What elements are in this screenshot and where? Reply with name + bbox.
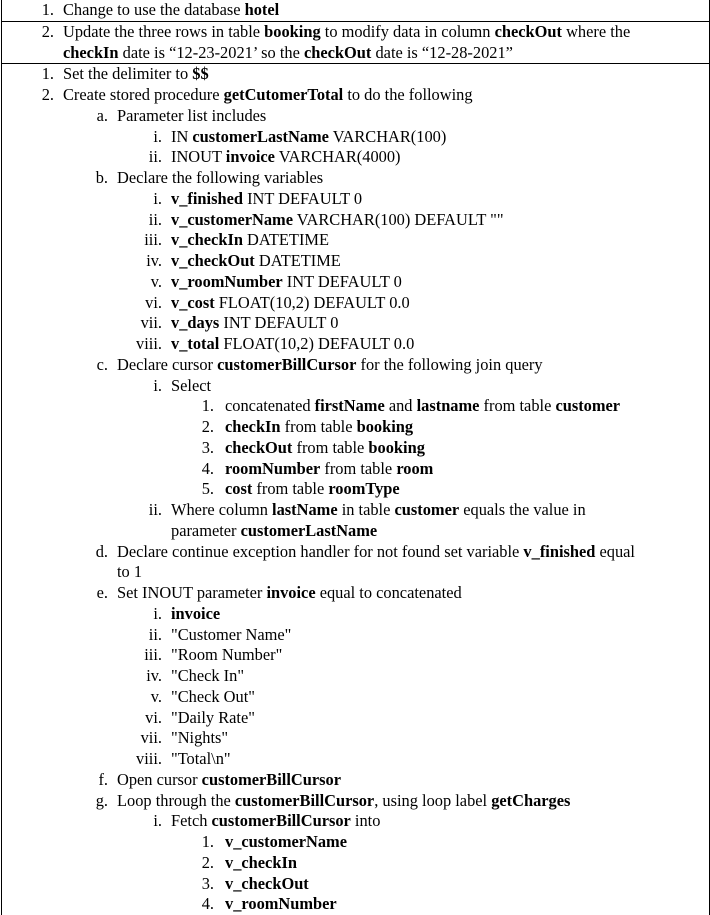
bold-term: customerBillCursor [201, 769, 341, 789]
list-item [2, 334, 709, 355]
list-item [2, 127, 709, 148]
bold-term: v_finished [523, 541, 596, 561]
list-item-text [171, 147, 401, 168]
bold-term: customerBillCursor [234, 790, 375, 810]
list-item-text [171, 604, 220, 625]
list-item [2, 293, 709, 314]
bold-term: v_days [171, 313, 220, 333]
list-item-number: e. [96, 583, 108, 602]
text-run: "Nights" [171, 728, 229, 748]
list-item-number: i. [153, 375, 162, 395]
text-run: to do the following [343, 85, 473, 104]
list-item [2, 251, 709, 272]
list-item-text [63, 22, 630, 43]
list-item-text [117, 168, 323, 189]
list-item-number: 4. [201, 894, 214, 914]
list-item [2, 874, 709, 895]
list-item-number: viii. [136, 749, 162, 768]
list-item-text [171, 313, 338, 334]
list-item-number: a. [96, 105, 108, 125]
list-item-number: 3. [201, 437, 214, 457]
list-item [2, 64, 709, 85]
text-run: equals the value in [459, 500, 586, 519]
list-item-number: 2. [41, 21, 54, 41]
list-item [2, 853, 709, 874]
list-item-text [171, 500, 586, 521]
text-run: Loop through the [117, 790, 235, 810]
list-item-number: iii. [144, 230, 162, 250]
text-run: Change to use the database [63, 0, 245, 19]
list-item [2, 438, 709, 459]
list-item-text [171, 272, 402, 293]
text-run: Open cursor [117, 769, 202, 789]
list-item-number: ii. [148, 209, 162, 229]
list-item-text [171, 728, 228, 749]
list-item-text [63, 85, 473, 106]
text-run: "Daily Rate" [171, 707, 255, 727]
list-item-continuation [2, 521, 709, 542]
list-item [2, 832, 709, 853]
text-run: "Customer Name" [171, 624, 292, 644]
list-item-text [117, 770, 341, 791]
bold-term: customerBillCursor [211, 811, 351, 831]
list-item [2, 604, 709, 625]
bold-term: checkOut [225, 437, 293, 457]
list-item-number: vi. [145, 292, 162, 312]
list-item [2, 708, 709, 729]
list-item [2, 459, 709, 480]
text-run: in table [337, 500, 395, 519]
bold-term: customerLastName [192, 126, 329, 146]
list-item-text [171, 687, 255, 708]
bold-term: v_total [171, 334, 220, 353]
list-item-text [117, 791, 570, 812]
list-item-text [225, 853, 297, 874]
text-run: Create stored procedure [63, 85, 224, 104]
list-item-text [171, 749, 231, 770]
text-run: Set the delimiter to [63, 64, 193, 84]
list-item [2, 542, 709, 563]
list-item [2, 666, 709, 687]
list-item [2, 210, 709, 231]
bold-term: customer [394, 500, 460, 519]
text-run: Update the three rows in table [63, 21, 265, 41]
text-run: INT DEFAULT 0 [219, 313, 339, 333]
list-item [2, 0, 709, 21]
list-item [2, 583, 709, 604]
bold-term: v_finished [171, 188, 243, 208]
bold-term: lastName [272, 500, 338, 519]
text-run: "Check In" [171, 666, 245, 685]
list-item-text [225, 459, 433, 480]
bold-term: invoice [266, 583, 316, 602]
text-run: IN [171, 126, 193, 146]
list-item-number: i. [153, 188, 162, 208]
text-run: Parameter list includes [117, 105, 267, 125]
bold-term: v_checkIn [171, 230, 243, 250]
list-item-text [171, 645, 282, 666]
list-item [2, 770, 709, 791]
list-item [2, 728, 709, 749]
bold-term: checkOut [494, 21, 562, 41]
list-item [2, 749, 709, 770]
text-run: Declare the following variables [117, 168, 324, 187]
text-run: FLOAT(10,2) DEFAULT 0.0 [214, 292, 410, 312]
text-run: VARCHAR(4000) [274, 147, 401, 167]
list-item [2, 811, 709, 832]
list-item-number: 2. [201, 417, 214, 436]
list-item-text [225, 417, 413, 438]
list-item-number: 1. [41, 64, 54, 84]
list-item-number: viii. [136, 334, 162, 353]
list-item-text [171, 189, 362, 210]
list-item [2, 500, 709, 521]
text-run: from table [479, 396, 556, 416]
list-item [2, 168, 709, 189]
text-run: "Check Out" [171, 686, 255, 706]
list-item-number: b. [95, 168, 108, 187]
text-run: from table [320, 458, 397, 478]
text-run: "Total\n" [171, 749, 231, 768]
list-item [2, 272, 709, 293]
list-item-text [171, 708, 255, 729]
list-item-text [171, 376, 211, 397]
list-item [2, 147, 709, 168]
text-run: to modify data in column [320, 21, 495, 41]
bold-term: lastname [416, 396, 480, 416]
list-item-number: iv. [146, 251, 162, 270]
bold-term: customer [555, 396, 621, 416]
list-item-text [171, 251, 341, 272]
text-run: Set INOUT parameter [117, 583, 267, 602]
bold-term: v_roomNumber [225, 894, 337, 914]
text-run: Fetch [171, 811, 212, 831]
bold-term: invoice [171, 603, 221, 623]
bold-term: firstName [314, 396, 385, 416]
list-item-number: g. [95, 790, 108, 810]
bold-term: checkIn [63, 42, 119, 62]
list-item-text [171, 293, 410, 314]
text-run: to 1 [117, 562, 143, 582]
list-item-text [171, 127, 446, 148]
bold-term: booking [368, 437, 425, 457]
text-run: parameter [171, 520, 241, 540]
list-item-text [171, 230, 329, 251]
list-item [2, 313, 709, 334]
list-item-number: 1. [41, 0, 54, 19]
list-item-text [63, 43, 513, 64]
list-item-text [171, 521, 377, 542]
list-item-number: 4. [201, 458, 214, 478]
list-item-text [225, 832, 347, 853]
list-item-text [225, 438, 425, 459]
list-item-text [63, 64, 209, 85]
text-run: for the following join query [356, 354, 543, 374]
list-item-text [171, 666, 244, 687]
text-run: DATETIME [254, 251, 341, 270]
list-item-number: ii. [148, 500, 162, 519]
text-run: from table [252, 479, 329, 499]
text-run: Where column [171, 500, 273, 519]
text-run: Declare continue exception handler for not found set variable [117, 541, 524, 561]
text-run: , using loop label [374, 790, 492, 810]
bold-term: roomNumber [225, 458, 321, 478]
list-item-number: vi. [145, 707, 162, 727]
bold-term: hotel [244, 0, 280, 19]
text-run: VARCHAR(100) DEFAULT "" [292, 209, 504, 229]
list-item [2, 625, 709, 646]
text-run: DATETIME [242, 230, 329, 250]
list-item-number: 3. [201, 873, 214, 893]
bold-term: v_cost [171, 292, 215, 312]
text-run: where the [561, 21, 631, 41]
list-item-number: iv. [146, 666, 162, 685]
bold-term: getCharges [491, 790, 571, 810]
list-item-number: i. [153, 126, 162, 146]
text-run: into [350, 811, 381, 831]
list-item-text [117, 562, 142, 583]
list-item-number: 1. [201, 396, 214, 416]
list-item-text [171, 334, 414, 355]
list-item-text [117, 106, 266, 127]
text-run: INT DEFAULT 0 [242, 188, 363, 208]
list-item-number: d. [95, 541, 108, 561]
bold-term: v_customerName [171, 209, 293, 229]
list-item [2, 22, 709, 43]
list-item [2, 106, 709, 127]
text-run: and [384, 396, 417, 416]
list-item-number: 2. [201, 852, 214, 872]
text-run: Select [171, 375, 212, 395]
section-2 [2, 21, 709, 64]
list-item-number: c. [96, 354, 108, 374]
text-run: VARCHAR(100) [328, 126, 447, 146]
list-item [2, 85, 709, 106]
list-item [2, 645, 709, 666]
bold-term: v_checkOut [225, 873, 309, 893]
list-item-number: 1. [201, 832, 214, 851]
instructions-document [1, 0, 710, 915]
text-run: date is “12-23-2021’ so the [118, 42, 304, 62]
bold-term: cost [225, 479, 253, 499]
list-item [2, 479, 709, 500]
list-item-text [225, 396, 620, 417]
bold-term: $$ [192, 64, 209, 84]
list-item-number: v. [150, 271, 162, 291]
list-item-number: 2. [41, 85, 54, 104]
list-item-text [225, 479, 400, 500]
list-item [2, 791, 709, 812]
list-item-number: i. [153, 811, 162, 831]
list-item [2, 355, 709, 376]
list-item-number: i. [153, 603, 162, 623]
text-run: from table [292, 437, 369, 457]
list-item-number: vii. [140, 728, 162, 748]
bold-term: v_checkOut [171, 251, 255, 270]
bold-term: customerBillCursor [217, 354, 357, 374]
bold-term: booking [264, 21, 321, 41]
bold-term: getCutomerTotal [223, 85, 344, 104]
list-item-continuation [2, 43, 709, 64]
list-item-number: iii. [144, 645, 162, 665]
list-item-text [225, 874, 309, 895]
list-item [2, 189, 709, 210]
list-item-number: v. [150, 686, 162, 706]
bold-term: v_checkIn [225, 852, 297, 872]
bold-term: v_customerName [225, 832, 347, 851]
list-item-number: f. [98, 769, 108, 789]
list-item [2, 417, 709, 438]
bold-term: invoice [225, 147, 275, 167]
list-item-text [171, 625, 291, 646]
text-run: INT DEFAULT 0 [282, 271, 402, 291]
list-item-text [117, 583, 462, 604]
section-3 [2, 63, 709, 915]
bold-term: customerLastName [240, 520, 378, 540]
section-1 [2, 0, 709, 21]
list-item-text [117, 542, 635, 563]
list-item [2, 376, 709, 397]
list-item [2, 687, 709, 708]
bold-term: roomType [328, 479, 400, 499]
list-item-text [63, 0, 279, 21]
list-item-number: ii. [148, 624, 162, 644]
list-item-number: 5. [201, 479, 214, 499]
bold-term: checkOut [303, 42, 372, 62]
list-item [2, 396, 709, 417]
bold-term: checkIn [225, 417, 281, 436]
text-run: equal to concatenated [315, 583, 462, 602]
text-run: date is “12-28-2021” [371, 42, 513, 62]
bold-term: v_roomNumber [171, 271, 283, 291]
text-run: "Room Number" [171, 645, 283, 665]
list-item-text [117, 355, 543, 376]
list-item-number: vii. [140, 313, 162, 333]
list-item-text [171, 811, 380, 832]
list-item-text [171, 210, 504, 231]
list-item [2, 230, 709, 251]
bold-term: booking [356, 417, 414, 436]
text-run: Declare cursor [117, 354, 218, 374]
text-run: FLOAT(10,2) DEFAULT 0.0 [219, 334, 415, 353]
bold-term: room [396, 458, 434, 478]
list-item-continuation [2, 562, 709, 583]
text-run: concatenated [225, 396, 315, 416]
list-item-number: ii. [148, 147, 162, 167]
text-run: INOUT [171, 147, 226, 167]
text-run: equal [595, 541, 635, 561]
text-run: from table [280, 417, 357, 436]
